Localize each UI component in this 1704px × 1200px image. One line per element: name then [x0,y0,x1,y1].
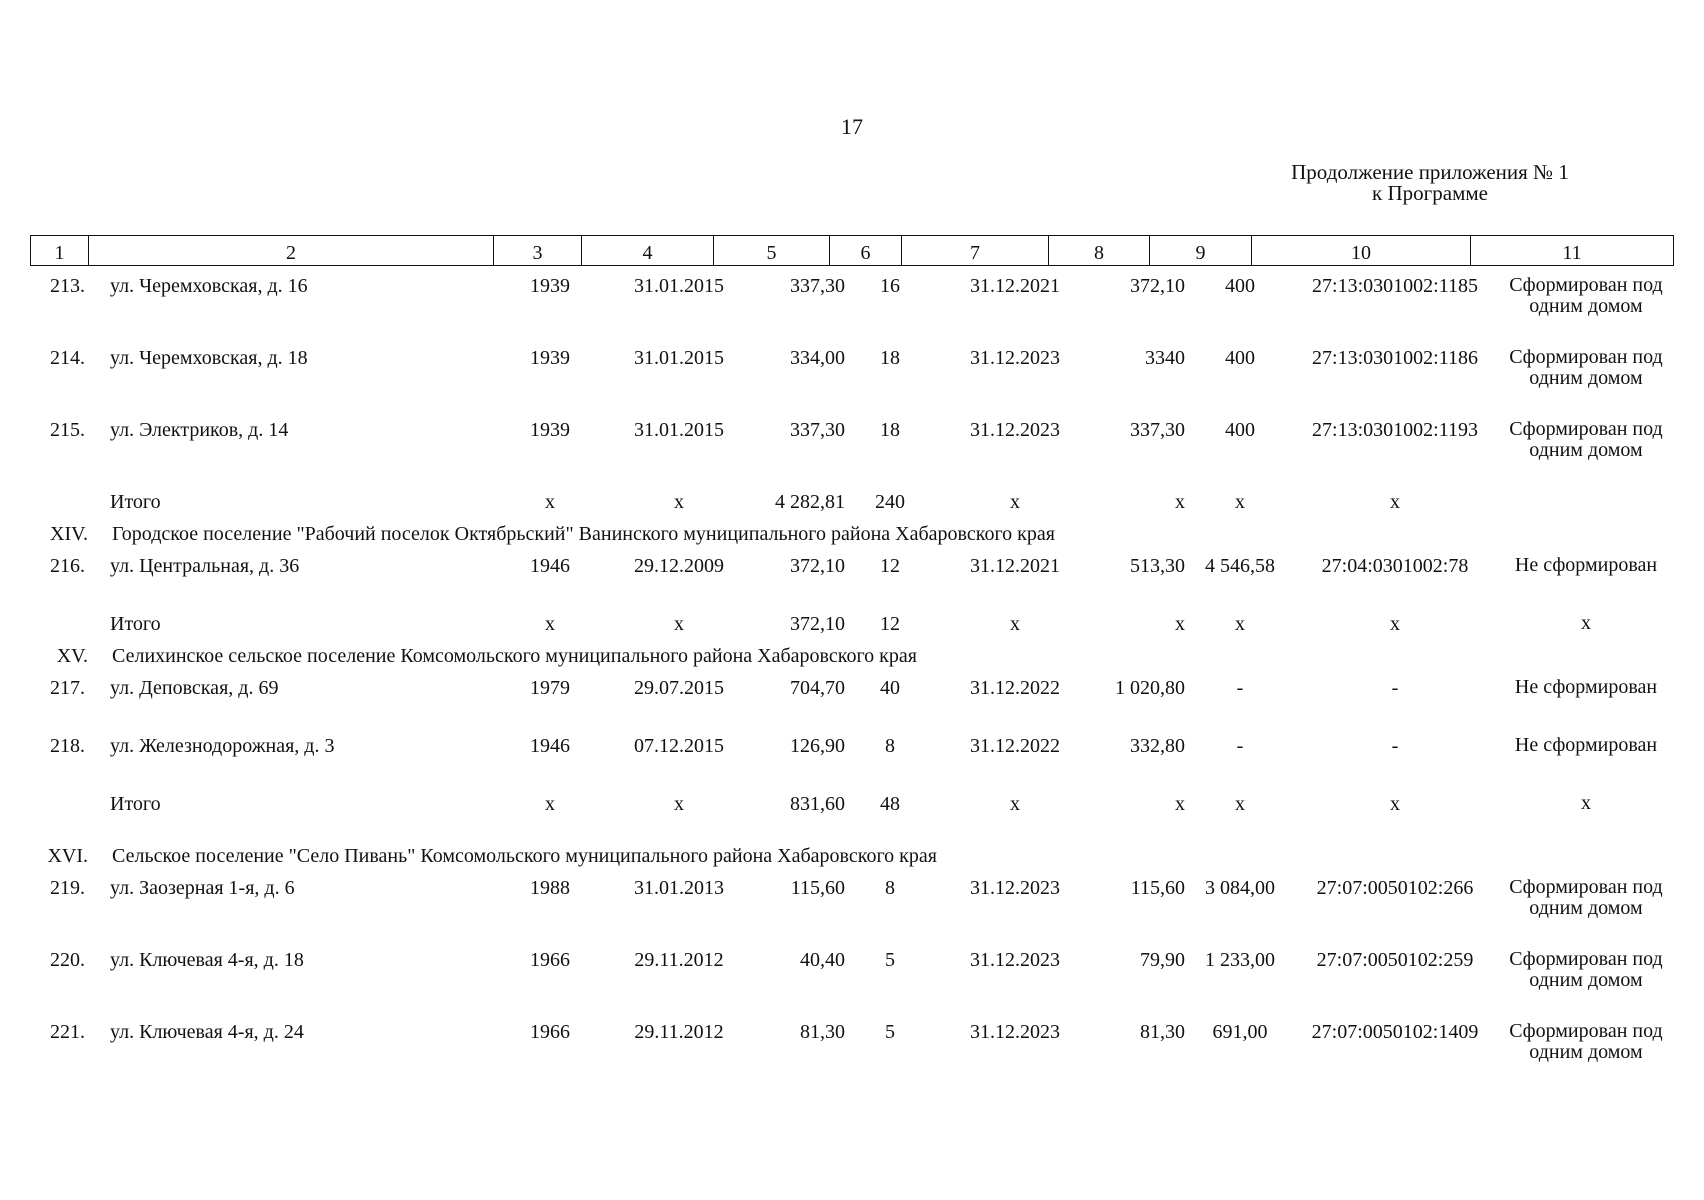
cell-total-area: х [1175,491,1185,513]
cell-land-status: Сформирован под одним домом [1509,274,1663,317]
column-number-header [30,235,1674,266]
cell-emergency-date: 31.01.2015 [634,419,724,441]
column-header-11: 11 [1471,236,1674,266]
cell-address: ул. Заозерная 1-я, д. 6 [110,877,295,899]
column-header-1: 1 [31,236,89,266]
section-row [30,645,1673,677]
cell-row-number: 213. [50,275,85,297]
cell-residents: 18 [880,419,900,441]
annex-line-2: к Программе [1372,181,1488,205]
cell-address: Итого [110,491,161,513]
cell-land-status: Сформирован под одним домом [1509,876,1663,919]
cell-total-area: 3340 [1145,347,1185,369]
cell-cadastral-number: 27:07:0050102:259 [1316,949,1474,971]
cell-residents: 240 [875,491,905,513]
cell-row-number: 214. [50,347,85,369]
section-title: Селихинское сельское поселение Комсомольского муниципального района Хабаровского края [112,645,917,667]
column-header-3: 3 [494,236,582,266]
cell-area: 337,30 [790,419,845,441]
column-header-6: 6 [830,236,902,266]
cell-emergency-date: 31.01.2015 [634,275,724,297]
cell-area: 115,60 [790,877,845,899]
cell-resettlement-date: х [1010,793,1020,815]
cell-residents: 8 [885,877,895,899]
cell-residents: 12 [880,613,900,635]
table-row [30,347,1673,419]
table-row [30,419,1673,491]
cell-area: 81,30 [800,1021,845,1043]
cell-address: ул. Электриков, д. 14 [110,419,289,441]
cell-land-area: - [1236,677,1244,699]
cell-address: ул. Центральная, д. 36 [110,555,300,577]
cell-address: ул. Черемховская, д. 16 [110,275,308,297]
cell-total-area: 1 020,80 [1115,677,1185,699]
cell-year-built: 1946 [530,735,570,757]
cell-row-number: 216. [50,555,85,577]
cell-year-built: 1988 [530,877,570,899]
cell-land-status: Не сформирован [1514,554,1658,576]
cell-area: 831,60 [790,793,845,815]
cell-total-area: х [1175,613,1185,635]
cell-area: 372,10 [790,555,845,577]
cell-area: 126,90 [790,735,845,757]
cell-cadastral-number: 27:13:0301002:1185 [1312,275,1478,297]
cell-land-area: 3 084,00 [1205,877,1275,899]
cell-land-status: Сформирован под одним домом [1509,1020,1663,1063]
cell-resettlement-date: х [1010,613,1020,635]
cell-year-built: 1939 [530,347,570,369]
cell-area: 372,10 [790,613,845,635]
cell-land-area: х [1235,491,1245,513]
cell-year-built: х [545,491,555,513]
cell-land-area: - [1236,735,1244,757]
cell-residents: 5 [885,949,895,971]
register-table-body [30,275,1673,1093]
cell-year-built: 1966 [530,949,570,971]
cell-area: 704,70 [790,677,845,699]
cell-land-area: х [1235,613,1245,635]
column-header-2: 2 [89,236,494,266]
table-row [30,877,1673,949]
cell-row-number: 219. [50,877,85,899]
cell-resettlement-date: 31.12.2023 [970,347,1060,369]
cell-emergency-date: х [674,491,684,513]
cell-cadastral-number: х [1390,613,1400,635]
page-number: 17 [841,114,863,139]
total-row [30,613,1673,645]
cell-resettlement-date: 31.12.2022 [970,735,1060,757]
cell-total-area: 79,90 [1140,949,1185,971]
table-row [30,949,1673,1021]
cell-land-area: 4 546,58 [1205,555,1275,577]
cell-residents: 8 [885,735,895,757]
section-number: XVI. [47,845,88,867]
cell-resettlement-date: 31.12.2023 [970,877,1060,899]
column-header-7: 7 [902,236,1049,266]
cell-resettlement-date: 31.12.2021 [970,275,1060,297]
cell-land-status: Сформирован под одним домом [1509,346,1663,389]
cell-emergency-date: х [674,613,684,635]
total-row [30,793,1673,845]
cell-total-area: 115,60 [1130,877,1185,899]
table-row [30,1021,1673,1093]
cell-area: 4 282,81 [775,491,845,513]
cell-row-number: 218. [50,735,85,757]
section-row [30,845,1673,877]
cell-area: 40,40 [800,949,845,971]
table-row [30,677,1673,735]
cell-year-built: 1966 [530,1021,570,1043]
cell-emergency-date: 29.11.2012 [634,1021,724,1043]
column-header-4: 4 [582,236,714,266]
cell-emergency-date: 29.11.2012 [634,949,724,971]
cell-row-number: 221. [50,1021,85,1043]
cell-residents: 40 [880,677,900,699]
column-header-8: 8 [1049,236,1150,266]
cell-cadastral-number: х [1390,793,1400,815]
cell-year-built: х [545,793,555,815]
table-row [30,275,1673,347]
cell-year-built: 1946 [530,555,570,577]
table-row [30,555,1673,613]
cell-row-number: 215. [50,419,85,441]
annex-line-1: Продолжение приложения № 1 [1291,160,1569,184]
cell-residents: 16 [880,275,900,297]
cell-address: Итого [110,613,161,635]
cell-land-area: 400 [1225,347,1255,369]
cell-residents: 48 [880,793,900,815]
cell-land-status: Не сформирован [1514,734,1658,756]
cell-total-area: 372,10 [1130,275,1185,297]
annex-caption [1180,162,1680,204]
cell-address: ул. Черемховская, д. 18 [110,347,308,369]
cell-emergency-date: х [674,793,684,815]
table-row [30,735,1673,793]
cell-land-status: х [1581,792,1591,814]
cell-resettlement-date: 31.12.2023 [970,949,1060,971]
cell-land-status: Не сформирован [1514,676,1658,698]
cell-emergency-date: 31.01.2013 [634,877,724,899]
cell-land-status: х [1581,612,1591,634]
section-number: XIV. [50,523,88,545]
cell-address: ул. Деповская, д. 69 [110,677,279,699]
cell-emergency-date: 29.07.2015 [634,677,724,699]
section-title: Городское поселение "Рабочий поселок Октябрьский" Ванинского муниципального района Хабаровского края [112,523,1055,545]
cell-year-built: 1939 [530,419,570,441]
column-header-5: 5 [714,236,830,266]
section-title: Сельское поселение "Село Пивань" Комсомольского муниципального района Хабаровского края [112,845,937,867]
cell-cadastral-number: - [1391,677,1399,699]
cell-cadastral-number: 27:07:0050102:266 [1316,877,1474,899]
cell-residents: 5 [885,1021,895,1043]
cell-year-built: 1939 [530,275,570,297]
cell-cadastral-number: 27:13:0301002:1186 [1312,347,1478,369]
cell-total-area: 513,30 [1130,555,1185,577]
section-row [30,523,1673,555]
cell-area: 334,00 [790,347,845,369]
cell-land-area: 400 [1225,419,1255,441]
total-row [30,491,1673,523]
cell-address: ул. Железнодорожная, д. 3 [110,735,335,757]
cell-emergency-date: 31.01.2015 [634,347,724,369]
cell-cadastral-number: 27:07:0050102:1409 [1311,1021,1479,1043]
cell-address: ул. Ключевая 4-я, д. 24 [110,1021,304,1043]
cell-address: Итого [110,793,161,815]
cell-emergency-date: 29.12.2009 [634,555,724,577]
section-number: XV. [56,645,88,667]
cell-year-built: 1979 [530,677,570,699]
cell-residents: 18 [880,347,900,369]
cell-resettlement-date: 31.12.2022 [970,677,1060,699]
cell-land-area: 691,00 [1212,1021,1268,1043]
cell-resettlement-date: 31.12.2023 [970,419,1060,441]
cell-resettlement-date: 31.12.2021 [970,555,1060,577]
cell-land-area: 1 233,00 [1205,949,1275,971]
column-header-10: 10 [1252,236,1471,266]
cell-land-status: Сформирован под одним домом [1509,418,1663,461]
cell-total-area: 337,30 [1130,419,1185,441]
header-row [31,236,1674,266]
cell-residents: 12 [880,555,900,577]
cell-row-number: 217. [50,677,85,699]
cell-resettlement-date: 31.12.2023 [970,1021,1060,1043]
cell-land-area: х [1235,793,1245,815]
cell-row-number: 220. [50,949,85,971]
cell-year-built: х [545,613,555,635]
cell-cadastral-number: 27:04:0301002:78 [1321,555,1469,577]
cell-cadastral-number: 27:13:0301002:1193 [1312,419,1478,441]
cell-area: 337,30 [790,275,845,297]
cell-land-area: 400 [1225,275,1255,297]
cell-total-area: 332,80 [1130,735,1185,757]
column-header-9: 9 [1150,236,1252,266]
cell-land-status: Сформирован под одним домом [1509,948,1663,991]
cell-total-area: х [1175,793,1185,815]
cell-address: ул. Ключевая 4-я, д. 18 [110,949,304,971]
cell-cadastral-number: - [1391,735,1399,757]
cell-total-area: 81,30 [1140,1021,1185,1043]
cell-emergency-date: 07.12.2015 [634,735,724,757]
cell-cadastral-number: х [1390,491,1400,513]
cell-resettlement-date: х [1010,491,1020,513]
